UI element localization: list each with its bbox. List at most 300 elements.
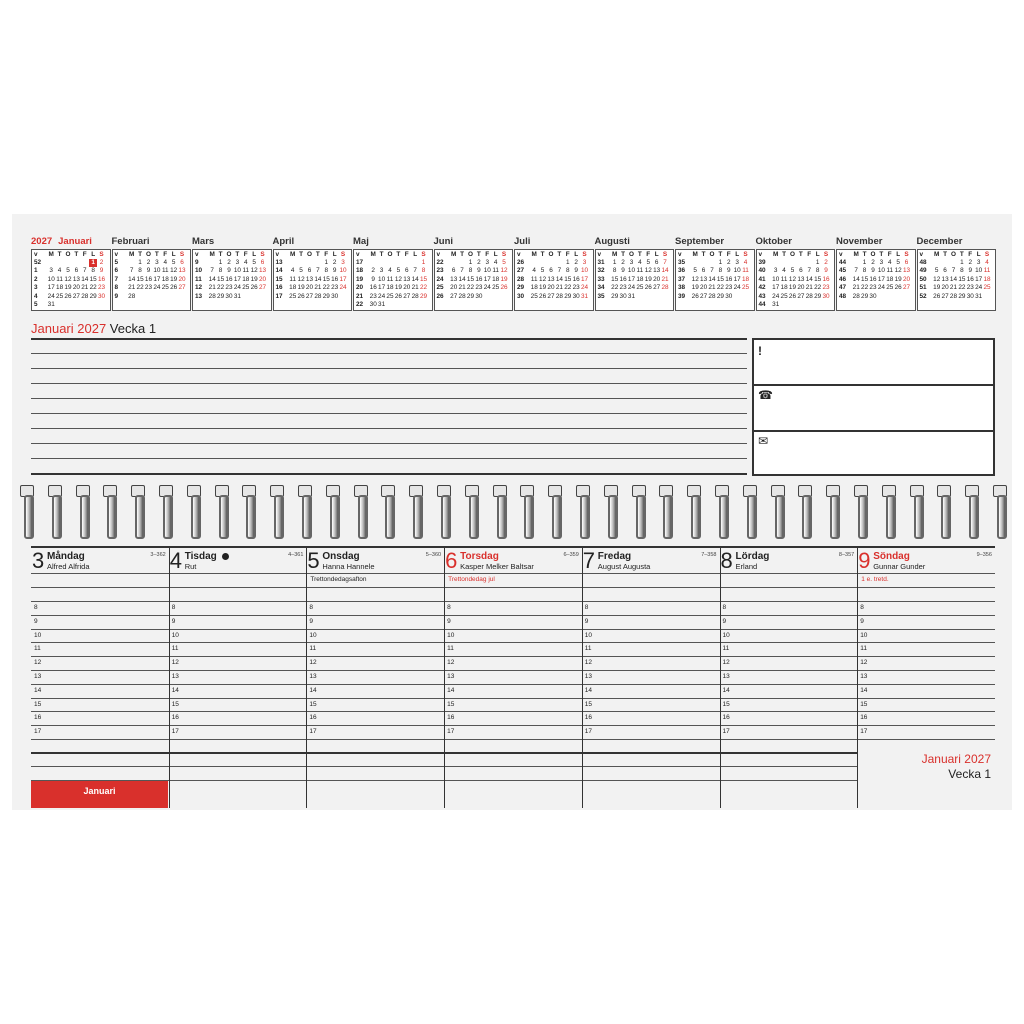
minical-day[interactable]: 7: [663, 259, 667, 266]
minical-day[interactable]: 5: [66, 267, 70, 275]
minical-day[interactable]: 20: [258, 275, 267, 283]
minical-day[interactable]: 4: [163, 259, 168, 266]
minical-day[interactable]: 10: [483, 267, 491, 275]
minical-day[interactable]: 12: [170, 267, 178, 275]
day-column[interactable]: [720, 546, 858, 808]
minical-day[interactable]: 28: [708, 292, 716, 300]
minical-day[interactable]: 19: [933, 284, 941, 292]
minical-day[interactable]: 18: [780, 284, 788, 292]
minical-day[interactable]: 23: [475, 284, 483, 292]
minical-day[interactable]: 3: [629, 259, 634, 266]
minical-day[interactable]: 17: [153, 275, 161, 283]
minical-day[interactable]: 14: [458, 275, 466, 283]
minical-day[interactable]: 10: [877, 267, 885, 275]
minical-day[interactable]: 13: [941, 275, 949, 283]
minical-day[interactable]: 18: [161, 275, 169, 283]
minical-day[interactable]: 2: [871, 259, 875, 266]
minical-day[interactable]: 1: [862, 259, 867, 266]
minical-day[interactable]: 27: [258, 284, 267, 292]
minical-day[interactable]: 19: [500, 275, 508, 283]
minical-day[interactable]: 21: [805, 284, 813, 292]
minical-day[interactable]: 5: [252, 259, 256, 266]
minical-day[interactable]: 10: [733, 267, 741, 275]
minical-day[interactable]: 19: [250, 275, 258, 283]
minical-day[interactable]: 23: [144, 284, 153, 292]
minical-day[interactable]: 5: [693, 267, 697, 275]
minical-day[interactable]: 21: [661, 275, 669, 283]
minical-day[interactable]: 31: [378, 301, 386, 308]
minical-day[interactable]: 25: [386, 292, 394, 300]
minical-day[interactable]: 6: [260, 259, 265, 266]
minical-day[interactable]: 8: [91, 267, 95, 275]
minical-day[interactable]: 16: [966, 275, 974, 283]
minical-day[interactable]: 20: [403, 284, 411, 292]
minical-day[interactable]: 1: [815, 259, 820, 266]
minical-day[interactable]: 11: [289, 275, 297, 283]
minical-day[interactable]: 18: [530, 284, 538, 292]
minical-day[interactable]: 28: [852, 292, 860, 300]
minical-day[interactable]: 7: [710, 267, 714, 275]
minical-day[interactable]: 2: [824, 259, 828, 266]
minical-day[interactable]: 2: [726, 259, 731, 266]
minical-day[interactable]: 30: [369, 301, 377, 308]
minical-day[interactable]: 27: [305, 292, 314, 300]
minical-day[interactable]: 14: [852, 275, 860, 283]
minical-day[interactable]: 15: [958, 275, 966, 283]
minical-day[interactable]: 1: [421, 259, 426, 266]
minical-day[interactable]: 6: [654, 259, 659, 266]
minical-day[interactable]: 1: [718, 259, 723, 266]
day-column[interactable]: [306, 546, 444, 808]
minical-day[interactable]: 29: [564, 292, 572, 300]
minical-day[interactable]: 13: [258, 267, 267, 275]
minical-day[interactable]: 8: [960, 267, 964, 275]
minical-day[interactable]: 2: [146, 259, 151, 266]
minical-day[interactable]: 14: [661, 267, 669, 275]
minical-day[interactable]: 6: [180, 259, 184, 266]
minical-day[interactable]: 3: [155, 259, 159, 266]
minical-day[interactable]: 7: [460, 267, 464, 275]
minical-day[interactable]: 26: [788, 292, 797, 300]
minical-day[interactable]: 14: [128, 275, 136, 283]
minical-day[interactable]: 23: [822, 284, 830, 292]
minical-day[interactable]: 2: [621, 259, 625, 266]
minical-day[interactable]: 14: [208, 275, 216, 283]
minical-day[interactable]: 17: [378, 284, 386, 292]
minical-day[interactable]: 3: [879, 259, 884, 266]
minical-day[interactable]: 2: [968, 259, 973, 266]
minical-day[interactable]: 25: [289, 292, 297, 300]
minical-day[interactable]: 19: [691, 284, 699, 292]
minical-day[interactable]: 25: [161, 284, 169, 292]
minical-day[interactable]: 21: [314, 284, 322, 292]
minical-day[interactable]: 13: [653, 267, 661, 275]
minical-day[interactable]: 9: [99, 267, 104, 275]
minical-day[interactable]: 16: [619, 275, 627, 283]
minical-day[interactable]: 11: [530, 275, 538, 283]
minical-day[interactable]: 1: [612, 259, 617, 266]
minical-day[interactable]: 16: [572, 275, 580, 283]
minical-day[interactable]: 30: [572, 292, 580, 300]
minical-day[interactable]: 28: [805, 292, 813, 300]
minical-day[interactable]: 13: [797, 275, 805, 283]
minical-day[interactable]: 25: [780, 292, 788, 300]
minical-day[interactable]: 6: [404, 267, 409, 275]
minical-day[interactable]: 6: [307, 267, 312, 275]
minical-day[interactable]: 16: [475, 275, 483, 283]
minical-day[interactable]: 26: [500, 284, 508, 292]
minical-day[interactable]: 21: [128, 284, 136, 292]
minical-day[interactable]: 22: [217, 284, 225, 292]
minical-day[interactable]: 22: [322, 284, 330, 292]
minical-day[interactable]: 5: [171, 259, 176, 266]
minical-day[interactable]: 7: [82, 267, 87, 275]
minical-day[interactable]: 18: [886, 275, 894, 283]
minical-day[interactable]: 18: [56, 284, 64, 292]
minical-day[interactable]: 5: [502, 259, 506, 266]
minical-day[interactable]: 12: [644, 267, 652, 275]
minical-day[interactable]: 22: [611, 284, 619, 292]
minical-day[interactable]: 24: [975, 284, 983, 292]
minical-day[interactable]: 27: [72, 292, 80, 300]
minical-day[interactable]: 15: [89, 275, 97, 283]
note-line[interactable]: [31, 413, 747, 414]
minical-day[interactable]: 26: [250, 284, 258, 292]
minical-day[interactable]: 19: [394, 284, 402, 292]
minical-day[interactable]: 28: [81, 292, 89, 300]
minical-day[interactable]: 12: [894, 267, 902, 275]
minical-day[interactable]: 22: [958, 284, 966, 292]
minical-day[interactable]: 12: [539, 275, 547, 283]
minical-day[interactable]: 13: [403, 275, 411, 283]
minical-day[interactable]: 9: [477, 267, 481, 275]
note-line[interactable]: [31, 443, 747, 444]
minical-day[interactable]: 10: [627, 267, 636, 275]
minical-day[interactable]: 10: [580, 267, 589, 275]
minical-day[interactable]: 14: [805, 275, 813, 283]
minical-day[interactable]: 15: [861, 275, 869, 283]
minical-day[interactable]: 25: [56, 292, 64, 300]
minical-day[interactable]: 5: [540, 267, 545, 275]
minical-day[interactable]: 17: [772, 284, 780, 292]
minical-day[interactable]: 26: [64, 292, 72, 300]
minical-day[interactable]: 8: [468, 267, 473, 275]
minical-day[interactable]: 28: [128, 292, 136, 300]
minical-day[interactable]: 15: [564, 275, 572, 283]
minical-day[interactable]: 8: [565, 267, 570, 275]
minical-day[interactable]: 28: [555, 292, 563, 300]
minical-day[interactable]: 21: [949, 284, 958, 292]
minical-day[interactable]: 11: [242, 267, 250, 275]
minical-day[interactable]: 30: [475, 292, 483, 300]
minical-day[interactable]: 5: [396, 267, 401, 275]
minical-day[interactable]: 1: [960, 259, 964, 266]
minical-day[interactable]: 17: [627, 275, 636, 283]
minical-day[interactable]: 11: [742, 267, 749, 275]
minical-day[interactable]: 17: [233, 275, 241, 283]
minical-day[interactable]: 27: [902, 284, 911, 292]
minical-day[interactable]: 5: [896, 259, 900, 266]
minical-day[interactable]: 13: [450, 275, 458, 283]
minical-day[interactable]: 12: [691, 275, 699, 283]
minical-day[interactable]: 19: [539, 284, 547, 292]
minical-day[interactable]: 27: [403, 292, 411, 300]
minical-day[interactable]: 25: [242, 284, 250, 292]
minical-day[interactable]: 18: [242, 275, 250, 283]
note-line[interactable]: [31, 398, 747, 399]
minical-day[interactable]: 25: [636, 284, 644, 292]
minical-day[interactable]: 13: [700, 275, 708, 283]
minical-day[interactable]: 26: [170, 284, 178, 292]
minical-day[interactable]: 18: [983, 275, 991, 283]
minical-day[interactable]: 9: [332, 267, 337, 275]
minical-day[interactable]: 20: [72, 284, 80, 292]
minical-day[interactable]: 28: [661, 284, 669, 292]
minical-day[interactable]: 16: [822, 275, 830, 283]
minical-day[interactable]: 26: [297, 292, 305, 300]
minical-day[interactable]: 20: [450, 284, 458, 292]
minical-day[interactable]: 31: [627, 292, 636, 300]
minical-day[interactable]: 7: [413, 267, 417, 275]
minical-day[interactable]: 7: [854, 267, 858, 275]
minical-day[interactable]: 8: [815, 267, 820, 275]
day-column[interactable]: [444, 546, 582, 808]
minical-day[interactable]: 24: [47, 292, 55, 300]
minical-day[interactable]: 7: [807, 267, 812, 275]
minical-day[interactable]: 29: [861, 292, 869, 300]
minical-day[interactable]: 24: [339, 284, 347, 292]
minical-day[interactable]: 14: [708, 275, 716, 283]
minical-day[interactable]: 30: [97, 292, 106, 300]
minical-day[interactable]: 1: [468, 259, 473, 266]
minical-day[interactable]: 22: [564, 284, 572, 292]
minical-day[interactable]: 29: [716, 292, 724, 300]
minical-day[interactable]: 9: [726, 267, 731, 275]
month-tab[interactable]: Januari: [31, 780, 168, 808]
minical-day[interactable]: 3: [235, 259, 240, 266]
minical-day[interactable]: 28: [314, 292, 322, 300]
minical-day[interactable]: 23: [369, 292, 377, 300]
minical-day[interactable]: 2: [477, 259, 481, 266]
minical-day[interactable]: 22: [716, 284, 724, 292]
minical-day[interactable]: 4: [638, 259, 642, 266]
minical-day[interactable]: 29: [217, 292, 225, 300]
minical-day[interactable]: 23: [97, 284, 106, 292]
minical-day[interactable]: 6: [904, 259, 909, 266]
minical-day[interactable]: 7: [951, 267, 956, 275]
minical-day[interactable]: 20: [653, 275, 661, 283]
minical-day[interactable]: 6: [549, 267, 553, 275]
minical-day[interactable]: 27: [700, 292, 708, 300]
minical-day[interactable]: 3: [773, 267, 778, 275]
minical-day[interactable]: 12: [933, 275, 941, 283]
minical-day[interactable]: 18: [492, 275, 500, 283]
minical-day[interactable]: 22: [419, 284, 428, 292]
minical-day[interactable]: 31: [975, 292, 983, 300]
minical-day[interactable]: 26: [691, 292, 699, 300]
minical-day[interactable]: 2: [332, 259, 337, 266]
minical-day[interactable]: 16: [369, 284, 377, 292]
minical-day[interactable]: 15: [716, 275, 724, 283]
minical-day[interactable]: 15: [419, 275, 428, 283]
minical-day[interactable]: 20: [797, 284, 805, 292]
minical-day[interactable]: 7: [557, 267, 562, 275]
minical-day[interactable]: 27: [450, 292, 458, 300]
minical-day[interactable]: 31: [772, 301, 780, 308]
minical-day[interactable]: 25: [530, 292, 538, 300]
minical-day[interactable]: 13: [72, 275, 80, 283]
minical-day[interactable]: 30: [725, 292, 733, 300]
minical-day[interactable]: 4: [985, 259, 989, 266]
minical-day[interactable]: 13: [902, 267, 911, 275]
minical-day[interactable]: 9: [968, 267, 973, 275]
minical-day[interactable]: 26: [933, 292, 941, 300]
minical-day[interactable]: 26: [394, 292, 402, 300]
minical-day[interactable]: 13: [178, 267, 186, 275]
minical-day[interactable]: 12: [394, 275, 402, 283]
minical-day[interactable]: 27: [178, 284, 186, 292]
minical-day[interactable]: 18: [289, 284, 297, 292]
minical-day[interactable]: 1: [324, 259, 329, 266]
minical-day[interactable]: 14: [555, 275, 563, 283]
minical-day[interactable]: 15: [322, 275, 330, 283]
minical-day[interactable]: 20: [547, 284, 555, 292]
minical-day[interactable]: 1: [138, 259, 142, 266]
minical-day[interactable]: 20: [902, 275, 911, 283]
minical-day[interactable]: 22: [466, 284, 475, 292]
minical-day[interactable]: 29: [322, 292, 330, 300]
minical-day[interactable]: 18: [741, 275, 750, 283]
minical-day[interactable]: 2: [574, 259, 578, 266]
minical-day[interactable]: 21: [81, 284, 89, 292]
minical-day[interactable]: 27: [547, 292, 555, 300]
minical-day[interactable]: 10: [339, 267, 347, 275]
minical-day[interactable]: 21: [708, 284, 716, 292]
minical-day[interactable]: 16: [331, 275, 339, 283]
minical-day[interactable]: 21: [852, 284, 860, 292]
minical-day[interactable]: 11: [983, 267, 991, 275]
minical-day[interactable]: 3: [485, 259, 490, 266]
minical-day[interactable]: 29: [466, 292, 475, 300]
note-line[interactable]: [31, 368, 747, 369]
minical-day[interactable]: 29: [419, 292, 428, 300]
minical-day[interactable]: 25: [492, 284, 500, 292]
minical-day[interactable]: 10: [233, 267, 241, 275]
minical-day[interactable]: 24: [233, 284, 241, 292]
minical-day[interactable]: 29: [611, 292, 619, 300]
minical-day[interactable]: 24: [483, 284, 491, 292]
minical-day[interactable]: 16: [725, 275, 733, 283]
minical-day[interactable]: 4: [493, 259, 498, 266]
minical-day[interactable]: 22: [89, 284, 97, 292]
minical-day[interactable]: 24: [877, 284, 885, 292]
minical-day[interactable]: 3: [735, 259, 739, 266]
minical-day[interactable]: 21: [555, 284, 563, 292]
minical-day[interactable]: 1: [218, 259, 223, 266]
minical-day[interactable]: 11: [492, 267, 499, 275]
minical-day[interactable]: 21: [411, 284, 419, 292]
minical-day[interactable]: 19: [894, 275, 902, 283]
minical-day[interactable]: 28: [411, 292, 419, 300]
minical-day[interactable]: 3: [379, 267, 384, 275]
minical-day[interactable]: 6: [701, 267, 706, 275]
minical-day[interactable]: 2: [99, 259, 104, 266]
minical-day[interactable]: 2: [227, 259, 231, 266]
note-line[interactable]: [31, 338, 747, 340]
note-line[interactable]: [31, 473, 747, 475]
minical-day[interactable]: 22: [814, 284, 822, 292]
minical-day[interactable]: 25: [886, 284, 894, 292]
minical-day[interactable]: 21: [208, 284, 216, 292]
minical-day[interactable]: 23: [619, 284, 627, 292]
minical-day[interactable]: 4: [887, 259, 892, 266]
minical-day[interactable]: 28: [458, 292, 466, 300]
minical-day[interactable]: 26: [539, 292, 547, 300]
minical-day[interactable]: 12: [64, 275, 72, 283]
minical-day[interactable]: 30: [822, 292, 830, 300]
minical-day[interactable]: 18: [636, 275, 644, 283]
minical-day[interactable]: 8: [612, 267, 617, 275]
minical-day[interactable]: 15: [136, 275, 144, 283]
minical-day[interactable]: 9: [574, 267, 578, 275]
minical-day[interactable]: 11: [386, 275, 394, 283]
minical-day[interactable]: 30: [869, 292, 877, 300]
note-line[interactable]: [31, 383, 747, 384]
minical-day[interactable]: 17: [975, 275, 983, 283]
minical-day[interactable]: 4: [743, 259, 748, 266]
minical-day[interactable]: 9: [621, 267, 625, 275]
minical-day[interactable]: 23: [725, 284, 733, 292]
minical-day[interactable]: 20: [178, 275, 186, 283]
minical-day[interactable]: 8: [138, 267, 142, 275]
minical-day[interactable]: 31: [580, 292, 589, 300]
minical-day[interactable]: 22: [861, 284, 869, 292]
minical-day[interactable]: 25: [983, 284, 991, 292]
note-line[interactable]: [31, 428, 747, 429]
minical-day[interactable]: 17: [733, 275, 741, 283]
minical-day[interactable]: 20: [305, 284, 314, 292]
minical-day[interactable]: 4: [782, 267, 786, 275]
minical-day[interactable]: 1: [89, 259, 97, 267]
minical-day[interactable]: 23: [869, 284, 877, 292]
minical-day[interactable]: 3: [49, 267, 53, 275]
minical-day[interactable]: 11: [780, 275, 788, 283]
minical-day[interactable]: 17: [877, 275, 885, 283]
note-line[interactable]: [31, 353, 747, 354]
minical-day[interactable]: 20: [941, 284, 949, 292]
minical-day[interactable]: 31: [233, 292, 241, 300]
minical-day[interactable]: 10: [153, 267, 161, 275]
minical-day[interactable]: 4: [532, 267, 536, 275]
minical-day[interactable]: 19: [788, 284, 797, 292]
minical-day[interactable]: 16: [869, 275, 877, 283]
minical-day[interactable]: 19: [64, 284, 72, 292]
minical-day[interactable]: 20: [700, 284, 708, 292]
minical-day[interactable]: 8: [324, 267, 329, 275]
minical-day[interactable]: 3: [582, 259, 587, 266]
day-column[interactable]: [857, 546, 995, 808]
minical-day[interactable]: 17: [580, 275, 589, 283]
minical-day[interactable]: 4: [388, 267, 392, 275]
minical-day[interactable]: 17: [47, 284, 55, 292]
minical-day[interactable]: 4: [243, 259, 248, 266]
minical-day[interactable]: 15: [217, 275, 225, 283]
minical-day[interactable]: 19: [170, 275, 178, 283]
minical-day[interactable]: 22: [136, 284, 144, 292]
minical-day[interactable]: 17: [339, 275, 347, 283]
minical-day[interactable]: 11: [56, 275, 63, 283]
minical-day[interactable]: 13: [547, 275, 555, 283]
